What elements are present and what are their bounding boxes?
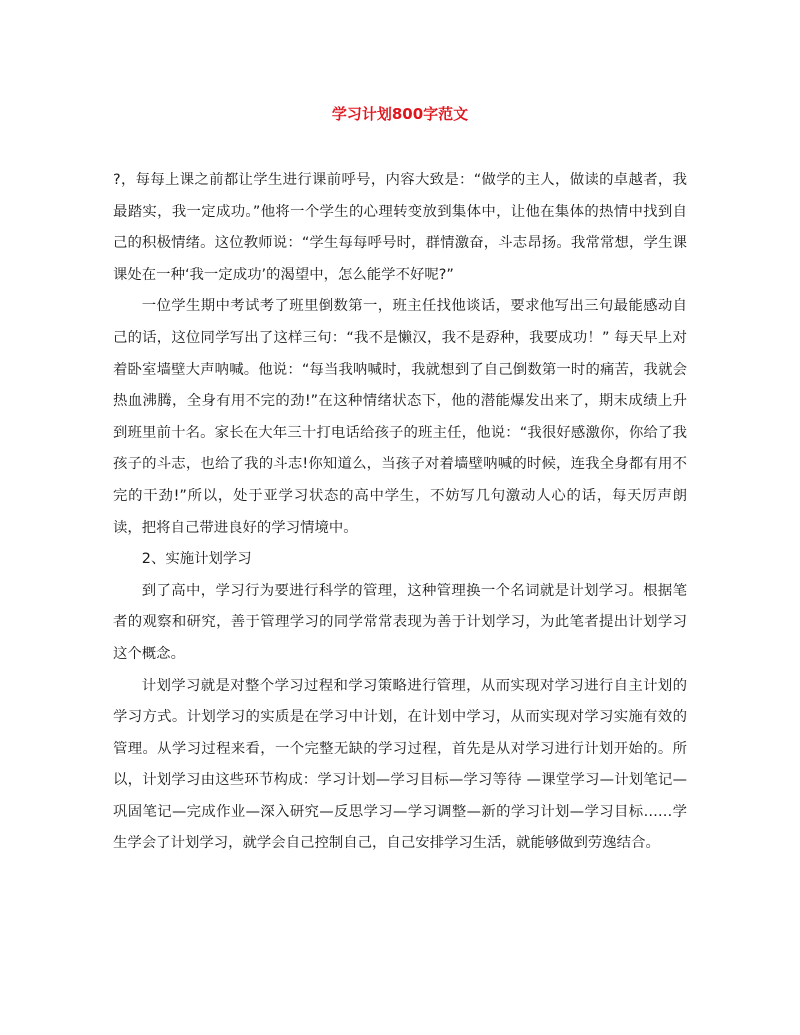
paragraph-2: 一位学生期中考试考了班里倒数第一，班主任找他谈话，要求他写出三句最能感动自己的话，这位同学写出了这样三句：“我不是懒汉，我不是孬种，我要成功！” 每天早上对着卧室墙壁大声呐喊。他说：“每当我呐喊时，我就想到了自己倒数第一时的痛苦，我就会热血沸腾，全身有用不完的劲!”在这种情绪状态下，他的潜能爆发出来了，期末成绩上升到班里前十名。家长在大年三十打电话给孩子的班主任，他说：“我很好感激你，你给了我孩子的斗志，也给了我的斗志!你知道么，当孩子对着墙壁呐喊的时候，连我全身都有用不完的干劲!”所以，处于亚学习状态的高中学生，不妨写几句激动人心的话，每天厉声朗读，把将自己带进良好的学习情境中。	[113, 298, 687, 536]
paragraph-1: ?，每每上课之前都让学生进行课前呼号，内容大致是：“做学的主人，做读的卓越者，我最踏实，我一定成功。”他将一个学生的心理转变放到集体中，让他在集体的热情中找到自己的积极情绪。这位教师说：“学生每每呼号时，群情激奋，斗志昂扬。我常常想，学生课课处在一种‘我一定成功’的渴望中，怎么能学不好呢?”	[113, 172, 687, 283]
document-title: 学习计划800字范文	[331, 105, 469, 123]
paragraph-4: 计划学习就是对整个学习过程和学习策略进行管理，从而实现对学习进行自主计划的学习方式。计划学习的实质是在学习中计划，在计划中学习，从而实现对学习实施有效的管理。从学习过程来看，一个完整无缺的学习过程，首先是从对学习进行计划开始的。所以，计划学习由这些环节构成：学习计划—学习目标—学习等待 —课堂学习—计划笔记—巩固笔记—完成作业—深入研究—反思学习—学习调整—新的学习计划—学习目标……学生学会了计划学习，就学会自己控制自己，自己安排学习生活，就能够做到劳逸结合。	[113, 677, 687, 852]
paragraph-3: 到了高中，学习行为要进行科学的管理，这种管理换一个名词就是计划学习。根据笔者的观察和研究，善于管理学习的同学常常表现为善于计划学习，为此笔者提出计划学习这个概念。	[113, 582, 687, 662]
document-body	[113, 165, 687, 860]
section-heading: 2、实施计划学习	[141, 551, 252, 568]
